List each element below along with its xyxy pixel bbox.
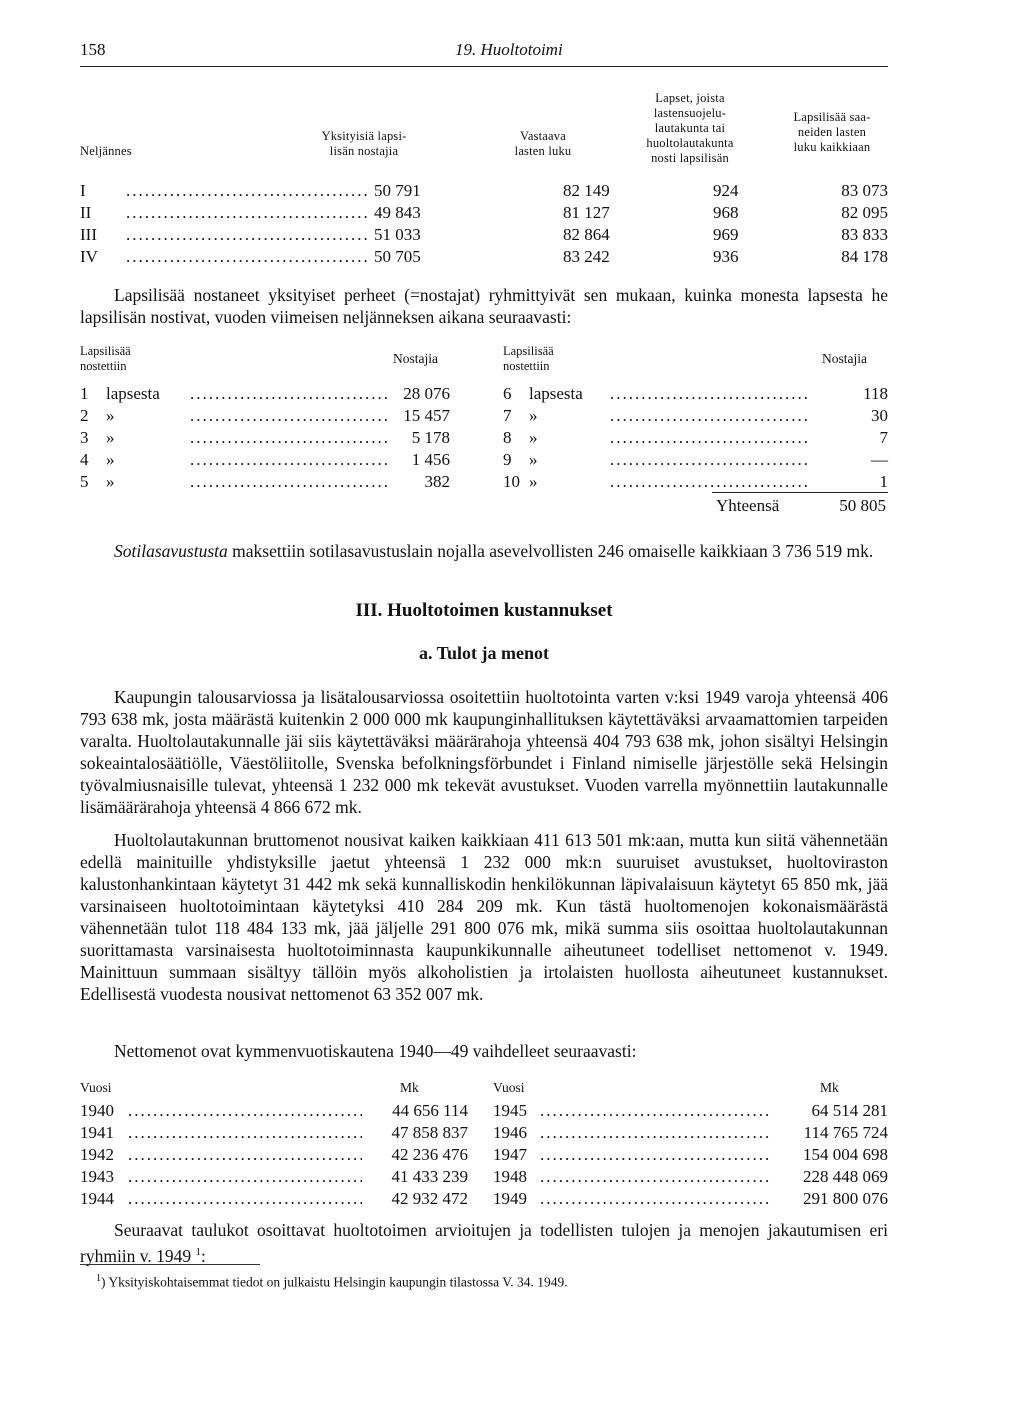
paragraph-budget: Kaupungin talousarviossa ja lisätalousarviossa osoitettiin huoltotointa varten v:ksi 1949 varoja yhteensä 406 793 638 mk, josta määrästä kuitenkin 2 000 000 mk kaupunginhallituksen käytettäväksi arvaamattomien tarpeiden varalta. Huoltolautakunnalle jäi siis käytettäväksi määrärahoja yhteensä 404 793 638 mk, johon sisältyi Helsingin sokeaintalosäätiölle, Väestöliitolle, Svenska befolkningsförbundet i Finland nimiselle järjestölle sekä Helsingin työvalmiusnaisille tulevat, yhteensä 1 232 000 mk tekevät avustukset. Vuoden varrella myönnettiin lautakunnalle lisämäärärahoja yhteensä 4 866 672 mk. <box>80 687 888 817</box>
t3-right-value: 154 004 698 <box>803 1145 888 1164</box>
t3-row <box>80 1188 888 1210</box>
footnote-text: ) Yksityiskohtaisemmat tiedot on julkaistu Helsingin kaupungin tilastossa V. 34. 1949. <box>101 1274 568 1290</box>
t3-right-leader <box>540 1100 770 1122</box>
t1-quarter: III <box>80 225 97 244</box>
t1-applicants: 50 705 <box>374 247 421 266</box>
t2-row <box>80 383 888 405</box>
t1-header-quarter: Neljännes <box>80 144 132 158</box>
t2-left-unit: lapsesta <box>106 384 160 403</box>
t2-left-unit: » <box>106 450 115 469</box>
t1-committee: 936 <box>713 247 739 266</box>
t3-right-year: 1947 <box>493 1145 527 1164</box>
t2-right-leader <box>610 449 810 471</box>
t3-right-leader <box>540 1188 770 1210</box>
paragraph-military-aid <box>80 540 888 562</box>
t3-right-leader <box>540 1166 770 1188</box>
military-aid-text: maksettiin sotilasavustuslain nojalla asevelvollisten 246 omaiselle kaikkiaan 3 736 519 mk. <box>227 541 874 561</box>
t2-left-count: 4 <box>80 450 89 469</box>
t3-header-year-left: Vuosi <box>80 1080 112 1095</box>
footnote-mark: 1 <box>96 1273 101 1284</box>
t3-right-value: 228 448 069 <box>803 1167 888 1186</box>
t1-total: 82 095 <box>841 203 888 222</box>
t3-right-value: 64 514 281 <box>811 1101 888 1120</box>
table3-body <box>80 1100 888 1210</box>
t3-left-value: 42 932 472 <box>391 1189 468 1208</box>
t3-right-year: 1946 <box>493 1123 527 1142</box>
section-number: III. <box>355 600 383 621</box>
military-aid-term: Sotilasavustusta <box>114 541 228 561</box>
t3-left-leader <box>128 1122 362 1144</box>
t3-left-value: 41 433 239 <box>391 1167 468 1186</box>
t2-right-count: 9 <box>503 450 512 469</box>
footnote-rule <box>80 1264 260 1265</box>
t2-left-count: 3 <box>80 428 89 447</box>
t1-dot-leader <box>126 246 370 268</box>
t1-committee: 924 <box>713 181 739 200</box>
t1-header-children: Vastaava lasten luku <box>514 129 572 158</box>
t2-left-count: 5 <box>80 472 89 491</box>
tables-intro-end: : <box>201 1245 206 1266</box>
t2-header-right-col2: Nostajia <box>822 351 867 366</box>
t2-total-rule <box>712 492 888 493</box>
header-rule <box>80 66 888 67</box>
t1-row <box>80 180 888 202</box>
t2-left-leader <box>190 405 390 427</box>
t1-total: 83 073 <box>841 181 888 200</box>
t1-dot-leader <box>126 202 370 224</box>
t3-left-year: 1940 <box>80 1101 114 1120</box>
t2-right-value: 118 <box>863 384 888 403</box>
t1-children: 82 149 <box>563 181 610 200</box>
section-heading <box>0 600 968 622</box>
t1-dot-leader <box>126 180 370 202</box>
paragraph-net-expenses-intro: Nettomenot ovat kymmenvuotiskautena 1940—49 vaihdelleet seuraavasti: <box>114 1041 637 1061</box>
t2-right-unit: lapsesta <box>529 384 583 403</box>
paragraph-distribution-intro: Lapsilisää nostaneet yksityiset perheet (=nostajat) ryhmittyivät sen mukaan, kuinka monesta lapsesta he lapsilisän nostivat, vuoden viimeisen neljänneksen aikana seuraavasti: <box>80 285 888 327</box>
t3-header-mk-left: Mk <box>400 1080 419 1095</box>
t3-header-year-right: Vuosi <box>493 1080 525 1095</box>
t1-row <box>80 202 888 224</box>
t3-left-year: 1942 <box>80 1145 114 1164</box>
t2-right-value: 1 <box>879 472 888 491</box>
t2-right-value: — <box>871 450 888 469</box>
t2-right-unit: » <box>529 472 538 491</box>
t3-left-leader <box>128 1188 362 1210</box>
t2-left-count: 2 <box>80 406 89 425</box>
t3-right-value: 114 765 724 <box>803 1123 888 1142</box>
t2-right-count: 7 <box>503 406 512 425</box>
t3-right-year: 1948 <box>493 1167 527 1186</box>
t3-right-value: 291 800 076 <box>803 1189 888 1208</box>
t2-right-leader <box>610 405 810 427</box>
t1-total: 83 833 <box>841 225 888 244</box>
paragraph-gross-expenses: Huoltolautakunnan bruttomenot nousivat kaiken kaikkiaan 411 613 501 mk:aan, mutta kun siitä vähennetään edellä mainituille yhdistyksille jaetut yhteensä 1 232 000 mk:n suuruiset avustukset, huoltoviraston kalustonhankintaan käytetyt 31 442 mk sekä kunnalliskodin henkilökunnan läpivalaisuun käytetyt 65 850 mk, jää varsinaiseen huoltotoimintaan käytetyksi 410 284 209 mk. Kun tästä huoltomenojen kokonaismäärästä vähennetään tulot 118 484 133 mk, jää jäljelle 291 800 076 mk, mikä summa siis osoittaa huoltolautakunnan suorittamasta varsinaisesta huoltotoiminnasta kaupunkikunnalle aiheutuneet todelliset nettomenot v. 1949. Mainittuun summaan sisältyy tällöin myös alkoholistien ja irtolaisten huollosta aiheutuneet kustannukset. Edellisestä vuodesta nousivat nettomenot 63 352 007 mk. <box>80 830 888 1004</box>
t3-right-leader <box>540 1144 770 1166</box>
t1-quarter: I <box>80 181 86 200</box>
t2-left-leader <box>190 449 390 471</box>
t2-left-unit: » <box>106 406 115 425</box>
t2-row <box>80 471 888 493</box>
t2-left-value: 15 457 <box>403 406 450 425</box>
t2-right-count: 10 <box>503 472 520 491</box>
t2-header-left-col1: Lapsilisää nostettiin <box>80 344 131 373</box>
t2-left-leader <box>190 383 390 405</box>
t2-right-unit: » <box>529 450 538 469</box>
t1-quarter: IV <box>80 247 98 266</box>
t2-left-leader <box>190 471 390 493</box>
t1-dot-leader <box>126 224 370 246</box>
t3-right-year: 1945 <box>493 1101 527 1120</box>
t1-committee: 969 <box>713 225 739 244</box>
t3-left-year: 1943 <box>80 1167 114 1186</box>
footnote-ref: 1 <box>195 1246 202 1258</box>
t2-row <box>80 405 888 427</box>
t2-right-leader <box>610 471 810 493</box>
table2-body <box>80 383 888 493</box>
t1-children: 81 127 <box>563 203 610 222</box>
t2-right-value: 7 <box>879 428 888 447</box>
page-number: 158 <box>80 40 106 59</box>
t3-left-leader <box>128 1100 362 1122</box>
t2-left-value: 5 178 <box>411 428 450 447</box>
section-title: Huoltotoimen kustannukset <box>387 600 613 621</box>
t3-left-leader <box>128 1166 362 1188</box>
t2-right-value: 30 <box>871 406 888 425</box>
t2-left-unit: » <box>106 472 115 491</box>
t2-right-count: 6 <box>503 384 512 403</box>
t3-left-year: 1941 <box>80 1123 114 1142</box>
t2-left-count: 1 <box>80 384 89 403</box>
t2-header-left-col2: Nostajia <box>393 351 438 366</box>
running-title: 19. Huoltotoimi <box>455 40 563 59</box>
t2-left-unit: » <box>106 428 115 447</box>
t1-header-applicants: Yksityisiä lapsi- lisän nostajia <box>321 129 407 158</box>
t2-header-right-col1: Lapsilisää nostettiin <box>503 344 554 373</box>
paragraph-tables-intro <box>80 1219 888 1267</box>
t3-right-leader <box>540 1122 770 1144</box>
t3-right-year: 1949 <box>493 1189 527 1208</box>
t2-right-count: 8 <box>503 428 512 447</box>
t2-left-leader <box>190 427 390 449</box>
t2-right-leader <box>610 427 810 449</box>
t3-row <box>80 1122 888 1144</box>
t2-left-value: 1 456 <box>411 450 450 469</box>
t3-left-value: 47 858 837 <box>391 1123 468 1142</box>
t1-committee: 968 <box>713 203 739 222</box>
t3-left-value: 42 236 476 <box>391 1145 468 1164</box>
tables-intro-text: Seuraavat taulukot osoittavat huoltotoimen arvioitujen ja todellisten tulojen ja menojen jakautumisen eri ryhmiin v. 1949 <box>80 1220 888 1266</box>
t2-right-leader <box>610 383 810 405</box>
t1-children: 83 242 <box>563 247 610 266</box>
t1-quarter: II <box>80 203 92 222</box>
t3-row <box>80 1144 888 1166</box>
t3-left-value: 44 656 114 <box>392 1101 468 1120</box>
t1-applicants: 49 843 <box>374 203 421 222</box>
t1-applicants: 50 791 <box>374 181 421 200</box>
t2-row <box>80 449 888 471</box>
t3-left-year: 1944 <box>80 1189 114 1208</box>
t3-header-mk-right: Mk <box>820 1080 839 1095</box>
t1-children: 82 864 <box>563 225 610 244</box>
t3-left-leader <box>128 1144 362 1166</box>
footnote <box>96 1270 568 1292</box>
t2-right-unit: » <box>529 428 538 447</box>
t1-header-committee: Lapset, joista lastensuojelu- lautakunta tai huoltolautakunta nosti lapsilisän <box>646 91 734 165</box>
t1-applicants: 51 033 <box>374 225 421 244</box>
t2-left-value: 28 076 <box>403 384 450 403</box>
t2-total-label: Yhteensä <box>716 496 780 515</box>
t1-row <box>80 224 888 246</box>
t3-row <box>80 1100 888 1122</box>
t2-row <box>80 427 888 449</box>
t3-row <box>80 1166 888 1188</box>
t1-header-total: Lapsilisää saa- neiden lasten luku kaikkiaan <box>793 110 871 154</box>
t1-total: 84 178 <box>841 247 888 266</box>
t2-right-unit: » <box>529 406 538 425</box>
table1-body <box>80 180 888 268</box>
t2-left-value: 382 <box>424 472 450 491</box>
t2-total-value: 50 805 <box>839 496 886 515</box>
section-subtitle: a. Tulot ja menot <box>418 643 550 663</box>
t1-row <box>80 246 888 268</box>
